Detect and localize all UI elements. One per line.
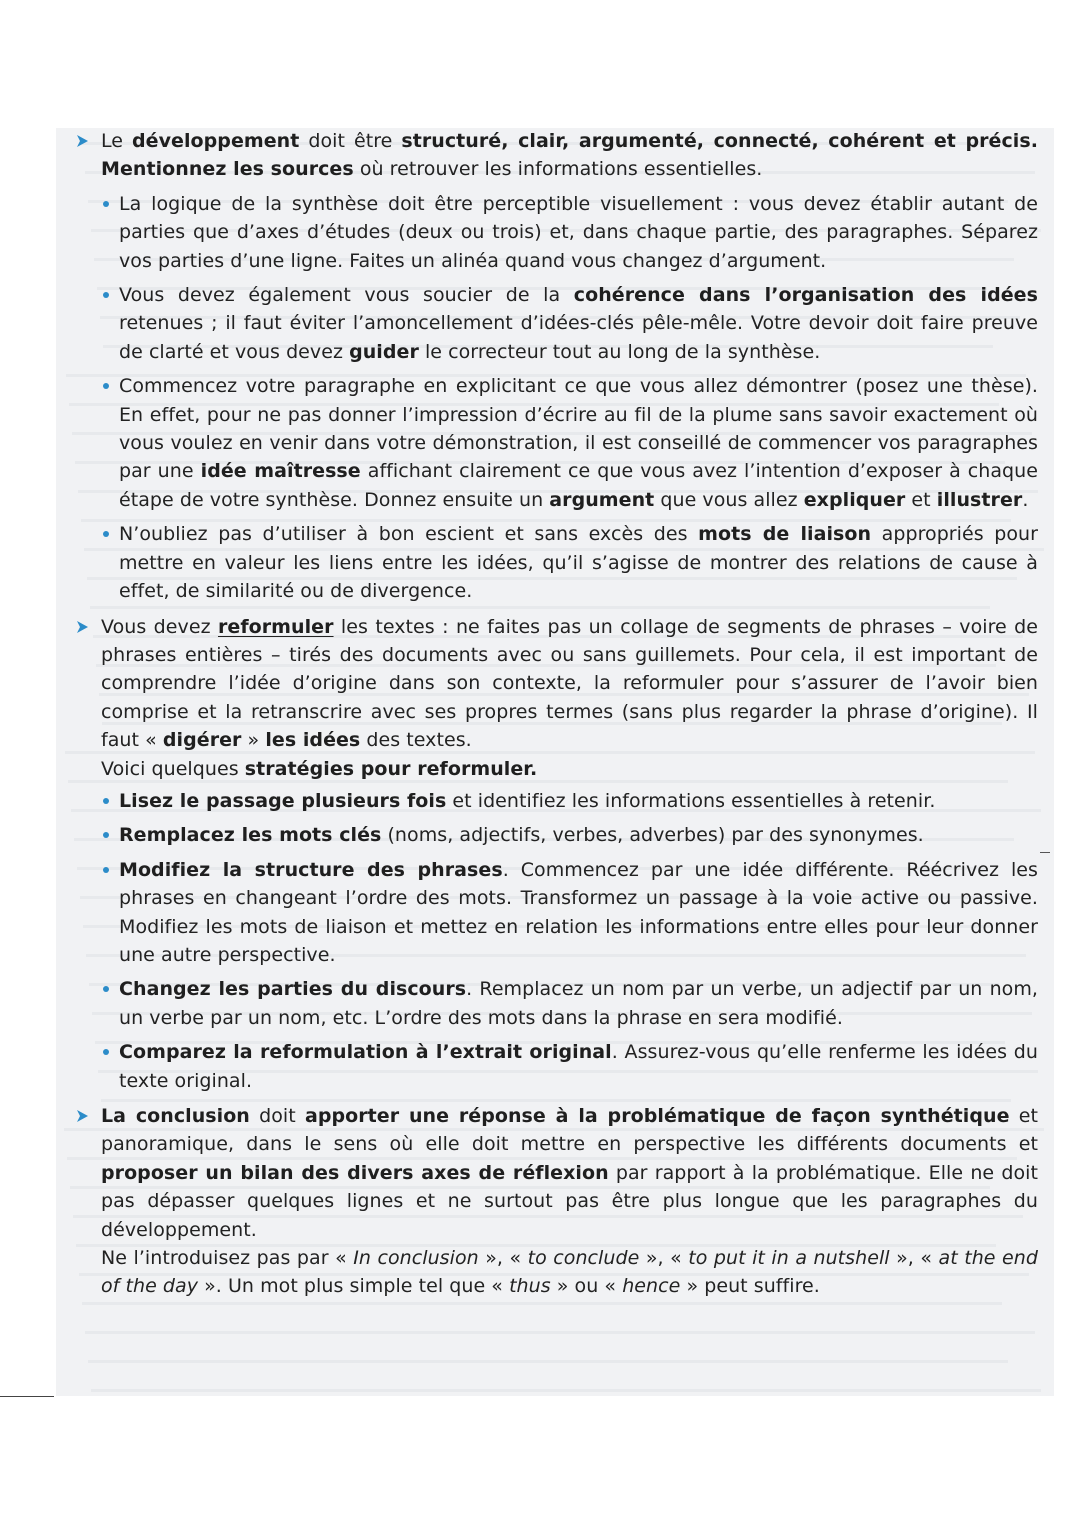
text-run: La logique de la synthèse doit être perceptible visuellement : vous devez établir autant de parties que d’axes d’études (deux ou trois) et, dans chaque partie, des paragraphes. Séparez vos parties d’une ligne. Faites un alinéa quand vous changez d’argument. xyxy=(119,192,1038,272)
text-run: où retrouver les informations essentielles. xyxy=(353,158,763,181)
bullet-dot-icon xyxy=(103,383,109,389)
text-run: appropriés pour mettre en valeur les liens entre les idées, qu’il s’agisse de montrer des relations de cause à effet, de similarité ou de divergence. xyxy=(119,523,1038,603)
section-intro xyxy=(101,1102,1038,1301)
list-item-text xyxy=(119,520,1038,605)
list-item xyxy=(101,856,1038,970)
list-item xyxy=(101,190,1038,275)
emphasis-text: Remplacez les mots clés xyxy=(119,824,382,847)
list-item-text xyxy=(119,975,1038,1032)
text-run: Vous devez xyxy=(101,615,218,638)
emphasis-text: reformuler xyxy=(217,615,334,638)
margin-rule xyxy=(0,1396,54,1397)
bullet-dot-icon xyxy=(103,201,109,207)
bullet-dot-icon xyxy=(103,798,109,804)
text-run: que vous allez xyxy=(654,488,804,511)
text-run: », « xyxy=(889,1247,939,1270)
emphasis-text: développement xyxy=(132,130,300,152)
emphasis-text: Comparez la reformulation à l’extrait original xyxy=(119,1041,612,1064)
text-run: le correcteur tout au long de la synthèse. xyxy=(418,340,821,363)
text-run: retenues ; il faut éviter l’amoncellement d’idées-clés pêle-mêle. Votre devoir doit faire preuve de clarté et vous devez xyxy=(119,312,1038,363)
list-item xyxy=(101,281,1038,366)
text-run: (noms, adjectifs, verbes, adverbes) par des synonymes. xyxy=(381,824,924,847)
section-developpement xyxy=(72,127,1038,606)
text-run: des textes. xyxy=(360,729,472,752)
arrow-right-icon xyxy=(74,613,93,641)
emphasis-text: cohérence dans l’organisation des idées xyxy=(573,284,1038,307)
text-run: . xyxy=(1022,488,1029,511)
bullet-dot-icon xyxy=(103,832,109,838)
list-item xyxy=(101,1038,1038,1095)
emphasis-text: idée maîtresse xyxy=(200,460,361,483)
text-run: Ne l’introduisez pas par « xyxy=(101,1247,354,1270)
bullet-list xyxy=(101,787,1038,1095)
emphasis-text: proposer un bilan des divers axes de réflexion xyxy=(101,1161,609,1184)
text-run: Voici quelques xyxy=(101,757,245,780)
document-body xyxy=(72,127,1038,1308)
list-item-text xyxy=(119,787,1038,815)
text-run: » xyxy=(241,729,266,752)
underline xyxy=(218,616,334,638)
list-item-text xyxy=(119,372,1038,514)
arrow-right-icon xyxy=(74,1102,93,1130)
list-item-text xyxy=(119,1038,1038,1095)
emphasis-text: guider xyxy=(349,340,419,363)
italic-text: to conclude xyxy=(527,1247,640,1270)
bullet-list xyxy=(101,190,1038,606)
text-run: . Remplacez un nom par un verbe, un adjectif par un nom, un verbe par un nom, etc. L’ordre des mots dans la phrase en sera modifié. xyxy=(119,978,1038,1029)
emphasis-text: apporter une réponse à la problématique de façon synthétique xyxy=(304,1105,1010,1127)
list-item-text xyxy=(119,821,1038,849)
section-intro xyxy=(101,613,1038,783)
text-run: par rapport à la problématique. Elle ne doit pas dépasser quelques lignes et ne surtout pas être plus longue que les paragraphes du développement. xyxy=(101,1161,1038,1241)
list-item-text xyxy=(119,281,1038,366)
text-run: Commencez votre paragraphe en explicitant ce que vous allez démontrer (posez une thèse). En effet, pour ne pas donner l’impression d’écrire au fil de la plume sans savoir exactement où vous voulez en venir dans votre démonstration, il est conseillé de commencer vos paragraphes par une xyxy=(119,375,1038,483)
list-item-text xyxy=(119,190,1038,275)
section-intro xyxy=(101,127,1038,184)
section-reformuler xyxy=(72,613,1038,1096)
italic-text: to put it in a nutshell xyxy=(688,1247,890,1270)
emphasis-text: les idées xyxy=(265,729,361,752)
text-run: doit xyxy=(249,1105,305,1127)
list-item xyxy=(101,787,1038,815)
emphasis-text: Mentionnez les sources xyxy=(101,158,354,181)
emphasis-text: digérer xyxy=(162,729,242,752)
list-item-text xyxy=(119,856,1038,970)
list-item xyxy=(101,372,1038,514)
bullet-dot-icon xyxy=(103,867,109,873)
emphasis-text: Lisez le passage plusieurs fois xyxy=(119,789,447,812)
emphasis-text: illustrer xyxy=(936,488,1023,511)
italic-text: hence xyxy=(622,1275,681,1298)
emphasis-text: structuré, clair, argumenté, connecté, cohérent et précis. xyxy=(401,130,1038,152)
italic-text: In conclusion xyxy=(353,1247,479,1270)
bullet-dot-icon xyxy=(103,292,109,298)
section-conclusion xyxy=(72,1102,1038,1301)
italic-text: at the end of the day xyxy=(101,1247,1038,1298)
emphasis-text: La conclusion xyxy=(101,1105,250,1127)
emphasis-text: Changez les parties du discours xyxy=(119,978,467,1001)
text-run: et panoramique, dans le sens où elle doit mettre en perspective les différents documents et xyxy=(101,1105,1038,1156)
text-run: Vous devez également vous soucier de la xyxy=(119,284,574,307)
text-run: affichant clairement ce que vous avez l’intention d’exposer à chaque étape de votre synthèse. Donnez ensuite un xyxy=(119,460,1038,511)
text-run: N’oubliez pas d’utiliser à bon escient et sans excès des xyxy=(119,523,699,546)
italic-text: thus xyxy=(509,1275,551,1298)
emphasis-text: stratégies pour reformuler. xyxy=(244,757,538,780)
text-run: . Assurez-vous qu’elle renferme les idées du texte original. xyxy=(119,1041,1038,1092)
text-run: et xyxy=(905,488,937,511)
emphasis-text: expliquer xyxy=(803,488,906,511)
text-run: et identifiez les informations essentielles à retenir. xyxy=(446,789,936,812)
list-item xyxy=(101,520,1038,605)
text-run: Le xyxy=(101,130,133,152)
bullet-dot-icon xyxy=(103,1049,109,1055)
margin-tick xyxy=(1040,852,1050,853)
text-run: », « xyxy=(478,1247,528,1270)
bullet-dot-icon xyxy=(103,531,109,537)
text-run: doit être xyxy=(299,130,402,152)
text-run: ». Un mot plus simple tel que « xyxy=(198,1275,510,1298)
text-run: . Commencez par une idée différente. Réécrivez les phrases en changeant l’ordre des mots. Transformez un passage à la voie active ou passive. Modifiez les mots de liaison et mettez en relation les informations entre elles pour leur donner une autre perspective. xyxy=(119,858,1038,966)
emphasis-text: mots de liaison xyxy=(698,523,872,546)
text-run: » ou « xyxy=(550,1275,623,1298)
emphasis-text: argument xyxy=(549,488,655,511)
text-run: les textes : ne faites pas un collage de segments de phrases – voire de phrases entières – tirés des documents avec ou sans guillemets. Pour cela, il est important de comprendre l’idée d’origine dans son contexte, la reformuler pour s’assurer de l’avoir bien comprise et la retranscrire avec ses propres termes (sans plus regarder la phrase d’origine). Il faut « xyxy=(101,615,1038,752)
bullet-dot-icon xyxy=(103,986,109,992)
list-item xyxy=(101,975,1038,1032)
list-item xyxy=(101,821,1038,849)
arrow-right-icon xyxy=(74,127,93,155)
text-run: » peut suffire. xyxy=(680,1275,820,1298)
text-run: », « xyxy=(639,1247,689,1270)
emphasis-text: Modifiez la structure des phrases xyxy=(119,858,503,881)
